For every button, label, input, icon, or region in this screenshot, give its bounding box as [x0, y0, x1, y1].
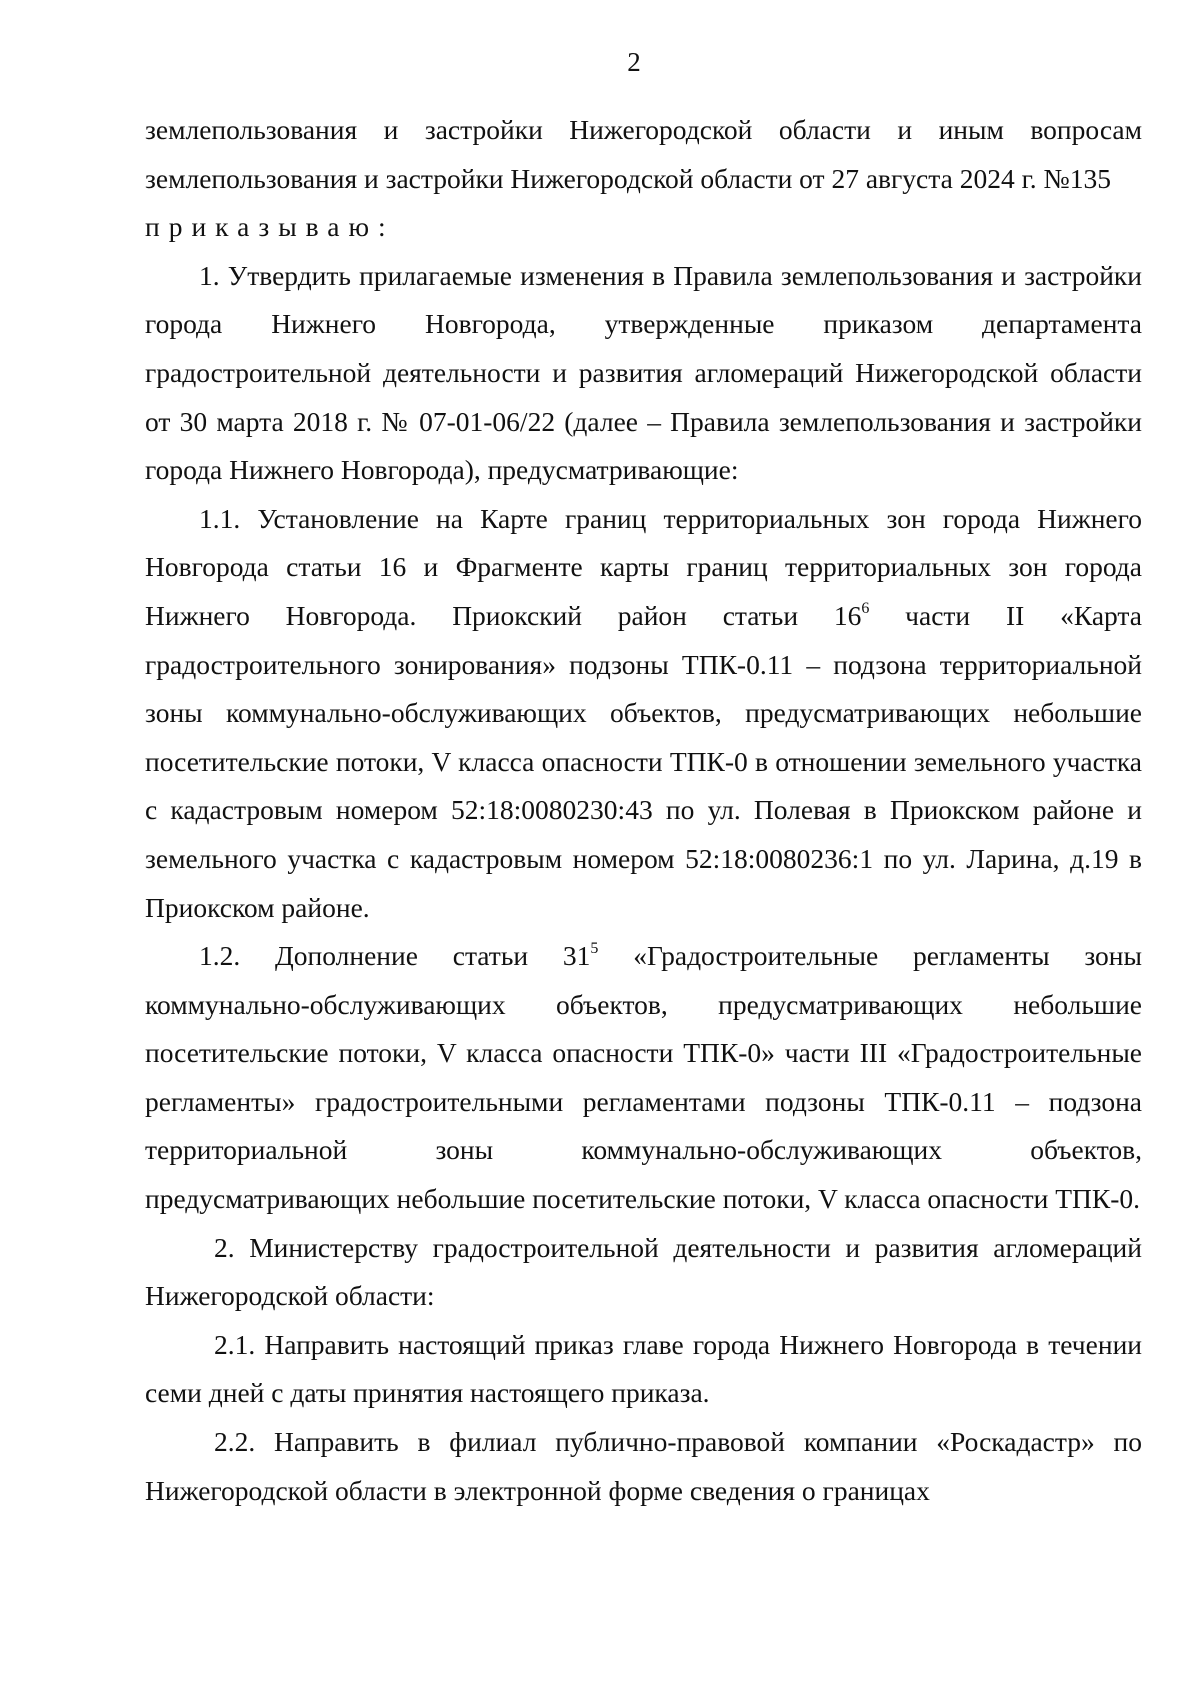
page-number: 2	[627, 47, 641, 77]
paragraph-2-2: 2.2. Направить в филиал публично-правовой компании «Роскадастр» по Нижегородской области в электронной форме сведения о границах	[145, 1426, 1142, 1506]
article-16-superscript: 6	[861, 599, 870, 617]
order-word-text: приказываю:	[145, 211, 395, 243]
intro-paragraph: землепользования и застройки Нижегородской области и иным вопросам землепользования и застройки Нижегородской области от 27 августа 2024 г. №135	[145, 114, 1142, 194]
paragraph-2-1: 2.1. Направить настоящий приказ главе города Нижнего Новгорода в течении семи дней с даты принятия настоящего приказа.	[145, 1328, 1142, 1409]
article-31-superscript: 5	[590, 940, 599, 958]
paragraph-1-1-start: 1.1. Установление на Карте границ территориальных зон города Нижнего Новгорода статьи 16 и Фрагменте карты границ территориальных зон города Нижнего Новгорода. Приокский район статьи 16	[145, 502, 1142, 631]
paragraph-1-2-rest: «Градостроительные регламенты зоны коммунально-обслуживающих объектов, предусматривающих небольшие посетительские потоки, V класса опасности ТПК-0» части III «Градостроительные регламенты» градостроительными регламентами подзоны ТПК-0.11 – подзона территориальной зоны коммунально-обслуживающих объектов, предусматривающих небольшие посетительские потоки, V класса опасности ТПК-0.	[145, 940, 1142, 1215]
paragraph-1-2-start: 1.2. Дополнение статьи 31	[199, 940, 591, 972]
order-word	[145, 203, 1142, 252]
paragraph-2: 2. Министерству градостроительной деятельности и развития агломераций Нижегородской области:	[145, 1231, 1142, 1312]
paragraph-1-1	[145, 495, 1142, 932]
document-body	[145, 106, 1142, 1515]
paragraph-1-2	[145, 932, 1142, 1224]
paragraph-1-1-rest: части II «Карта градостроительного зонирования» подзоны ТПК-0.11 – подзона территориальной зоны коммунально-обслуживающих объектов, предусматривающих небольшие посетительские потоки, V класса опасности ТПК-0 в отношении земельного участка с кадастровым номером 52:18:0080230:43 по ул. Полевая в Приокском районе и земельного участка с кадастровым номером 52:18:0080236:1 по ул. Ларина, д.19 в Приокском районе.	[145, 599, 1142, 923]
paragraph-1: 1. Утвердить прилагаемые изменения в Правила землепользования и застройки города Нижнего Новгорода, утвержденные приказом департамента градостроительной деятельности и развития агломераций Нижегородской области от 30 марта 2018 г. № 07-01-06/22 (далее – Правила землепользования и застройки города Нижнего Новгорода), предусматривающие:	[145, 259, 1142, 486]
